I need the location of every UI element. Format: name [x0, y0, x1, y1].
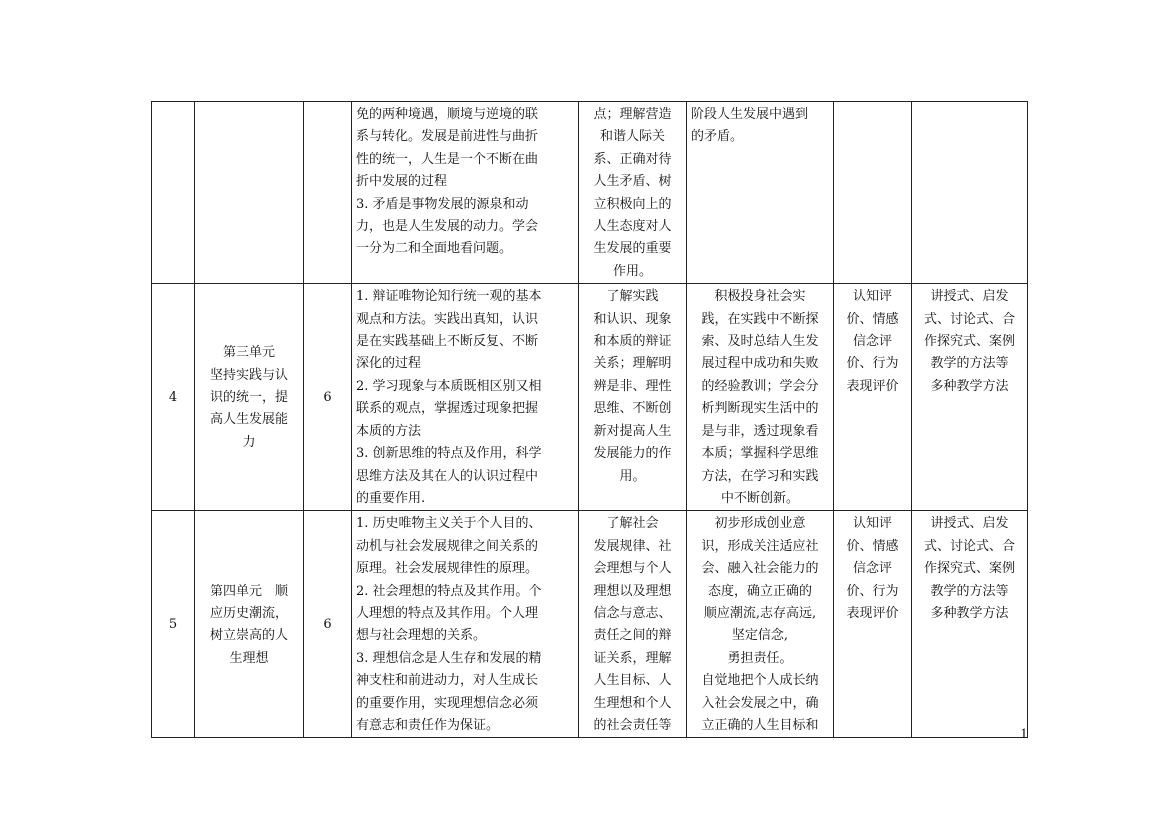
- ability-line: 展过程中成功和失败: [701, 356, 819, 372]
- content-line: 本质的方法: [356, 423, 422, 439]
- evaluation-line: 信念评: [852, 561, 892, 577]
- ability-line: 识，形成关注适应社: [701, 538, 819, 554]
- knowledge-line: 辨是非、理性: [593, 378, 672, 394]
- unit-title-cell: [195, 284, 304, 511]
- evaluation-line: 价、情感: [846, 311, 899, 327]
- content-line: 联系的观点，掌握透过现象把握: [356, 401, 539, 417]
- content-line: 深化的过程: [356, 356, 422, 372]
- table-row: [152, 102, 1028, 284]
- knowledge-goal-cell: [579, 102, 687, 284]
- knowledge-line: 思维、不断创: [593, 401, 672, 417]
- knowledge-line: 的社会责任等: [593, 717, 672, 733]
- content-line: 3. 矛盾是事物发展的源泉和动: [356, 196, 529, 212]
- unit-title-cell: [195, 511, 304, 738]
- evaluation-line: 信念评: [852, 334, 892, 350]
- ability-line: 初步形成创业意: [714, 516, 806, 532]
- unit-title-line: 第四单元 顺: [209, 583, 288, 599]
- content-line: 观点和方法。实践出真知，认识: [356, 311, 539, 327]
- unit-title-line: 应历史潮流，: [209, 605, 288, 621]
- content-cell: [352, 511, 579, 738]
- ability-line: 勇担责任。: [727, 650, 793, 666]
- knowledge-line: 生理想和个人: [593, 695, 672, 711]
- ability-line: 自觉地把个人成长纳: [701, 673, 819, 689]
- content-line: 动机与社会发展规律之间关系的: [356, 538, 539, 554]
- ability-line: 中不断创新。: [720, 490, 799, 506]
- content-line: 一分为二和全面地看问题。: [356, 241, 513, 257]
- knowledge-line: 人生目标、人: [593, 673, 672, 689]
- unit-title-line: 生理想: [229, 650, 269, 666]
- content-cell: [352, 284, 579, 511]
- knowledge-line: 理想以及理想: [593, 583, 672, 599]
- content-line: 力，也是人生发展的动力。学会: [356, 219, 539, 235]
- content-line: 折中发展的过程: [356, 174, 448, 190]
- ability-line: 本质；掌握科学思维: [701, 446, 819, 462]
- content-line: 3. 理想信念是人生存和发展的精: [356, 650, 542, 666]
- unit-title-line: 树立崇高的人: [209, 628, 288, 644]
- evaluation-line: 价、行为: [846, 356, 899, 372]
- method-line: 多种教学方法: [930, 378, 1009, 394]
- content-line: 原理。社会发展规律性的原理。: [356, 561, 539, 577]
- unit-title-cell: [195, 102, 304, 284]
- knowledge-line: 和认识、现象: [593, 311, 672, 327]
- method-line: 式、讨论式、合: [923, 311, 1015, 327]
- content-line: 神支柱和前进动力，对人生成长: [356, 673, 539, 689]
- index-cell: 5: [152, 511, 195, 738]
- content-line: 1. 辩证唯物论知行统一观的基本: [356, 289, 542, 305]
- course-syllabus-table: [151, 101, 1028, 738]
- ability-line: 是与非，透过现象看: [701, 423, 819, 439]
- method-line: 作探究式、案例: [923, 561, 1015, 577]
- method-line: 作探究式、案例: [923, 334, 1015, 350]
- ability-line: 态度，确立正确的: [707, 583, 812, 599]
- content-line: 2. 学习现象与本质既相区别又相: [356, 378, 542, 394]
- hours-cell: 6: [304, 284, 352, 511]
- unit-title-line: 识的统一，提: [209, 390, 288, 406]
- table-row: [152, 511, 1028, 738]
- ability-goal-cell: [687, 102, 834, 284]
- evaluation-cell: [834, 511, 912, 738]
- hours-cell: [304, 102, 352, 284]
- method-line: 多种教学方法: [930, 605, 1009, 621]
- hours-cell: 6: [304, 511, 352, 738]
- content-cell: [352, 102, 579, 284]
- evaluation-line: 价、行为: [846, 583, 899, 599]
- evaluation-cell: [834, 102, 912, 284]
- evaluation-line: 认知评: [852, 516, 892, 532]
- ability-line: 会、融入社会能力的: [701, 561, 819, 577]
- evaluation-line: 表现评价: [846, 378, 899, 394]
- page-number: 1: [1020, 726, 1028, 742]
- content-line: 1. 历史唯物主义关于个人目的、: [356, 516, 542, 532]
- knowledge-line: 用。: [619, 468, 646, 484]
- ability-line: 阶段人生发展中遇到: [691, 107, 809, 122]
- ability-line: 索、及时总结人生发: [701, 334, 819, 350]
- method-line: 讲授式、启发: [930, 289, 1009, 305]
- content-line: 有意志和责任作为保证。: [356, 717, 500, 733]
- ability-line: 析判断现实生活中的: [701, 401, 819, 417]
- knowledge-line: 系、正确对待: [593, 151, 672, 167]
- evaluation-line: 表现评价: [846, 605, 899, 621]
- knowledge-line: 人生矛盾、树: [593, 174, 672, 190]
- content-line: 想与社会理想的关系。: [356, 628, 487, 644]
- ability-goal-cell: [687, 511, 834, 738]
- method-line: 讲授式、启发: [930, 516, 1009, 532]
- knowledge-goal-cell: [579, 511, 687, 738]
- ability-goal-cell: [687, 284, 834, 511]
- unit-title-line: 坚持实践与认: [209, 367, 288, 383]
- evaluation-cell: [834, 284, 912, 511]
- knowledge-line: 新对提高人生: [593, 423, 672, 439]
- ability-line: 方法，在学习和实践: [701, 468, 819, 484]
- method-line: 教学的方法等: [930, 356, 1009, 372]
- content-line: 的重要作用.: [356, 490, 426, 506]
- content-line: 性的统一，人生是一个不断在曲: [356, 151, 539, 167]
- knowledge-line: 会理想与个人: [593, 561, 672, 577]
- knowledge-line: 人生态度对人: [593, 219, 672, 235]
- method-line: 教学的方法等: [930, 583, 1009, 599]
- knowledge-line: 了解社会: [606, 516, 659, 532]
- knowledge-line: 和谐人际关: [599, 129, 665, 145]
- ability-line: 积极投身社会实: [714, 289, 806, 305]
- ability-line: 立正确的人生目标和: [701, 717, 819, 733]
- ability-line: 践，在实践中不断探: [701, 311, 819, 327]
- content-line: 系与转化。发展是前进性与曲折: [356, 129, 539, 145]
- unit-title-line: 第三单元: [222, 345, 275, 361]
- unit-title-line: 力: [242, 434, 256, 450]
- knowledge-line: 和本质的辩证: [593, 334, 672, 350]
- ability-line: 入社会发展之中，确: [701, 695, 819, 711]
- ability-line: 顺应潮流,志存高远,: [703, 605, 817, 621]
- knowledge-line: 责任之间的辩: [593, 628, 672, 644]
- knowledge-line: 作用。: [612, 263, 652, 279]
- evaluation-line: 价、情感: [846, 538, 899, 554]
- knowledge-line: 信念与意志、: [593, 605, 672, 621]
- knowledge-line: 关系；理解明: [593, 356, 672, 372]
- knowledge-goal-cell: [579, 284, 687, 511]
- ability-line: 的矛盾。: [691, 129, 744, 145]
- content-line: 的重要作用，实现理想信念必须: [356, 695, 539, 711]
- content-line: 免的两种境遇，顺境与逆境的联: [356, 107, 539, 122]
- ability-line: 的经验教训；学会分: [701, 378, 819, 394]
- teaching-method-cell: [912, 102, 1028, 284]
- table-row: [152, 284, 1028, 511]
- knowledge-line: 发展能力的作: [593, 446, 672, 462]
- content-line: 3. 创新思维的特点及作用，科学: [356, 446, 542, 462]
- teaching-method-cell: [912, 284, 1028, 511]
- knowledge-line: 点；理解营造: [593, 107, 672, 122]
- knowledge-line: 了解实践: [606, 289, 659, 305]
- unit-title-line: 高人生发展能: [209, 412, 288, 428]
- method-line: 式、讨论式、合: [923, 538, 1015, 554]
- content-line: 2. 社会理想的特点及其作用。个: [356, 583, 542, 599]
- content-line: 人理想的特点及其作用。个人理: [356, 605, 539, 621]
- ability-line: 坚定信念,: [731, 628, 789, 644]
- content-line: 是在实践基础上不断反复、不断: [356, 334, 539, 350]
- evaluation-line: 认知评: [852, 289, 892, 305]
- index-cell: [152, 102, 195, 284]
- index-cell: 4: [152, 284, 195, 511]
- content-line: 思维方法及其在人的认识过程中: [356, 468, 539, 484]
- knowledge-line: 生发展的重要: [593, 241, 672, 257]
- knowledge-line: 发展规律、社: [593, 538, 672, 554]
- knowledge-line: 立积极向上的: [593, 196, 672, 212]
- knowledge-line: 证关系，理解: [593, 650, 672, 666]
- teaching-method-cell: [912, 511, 1028, 738]
